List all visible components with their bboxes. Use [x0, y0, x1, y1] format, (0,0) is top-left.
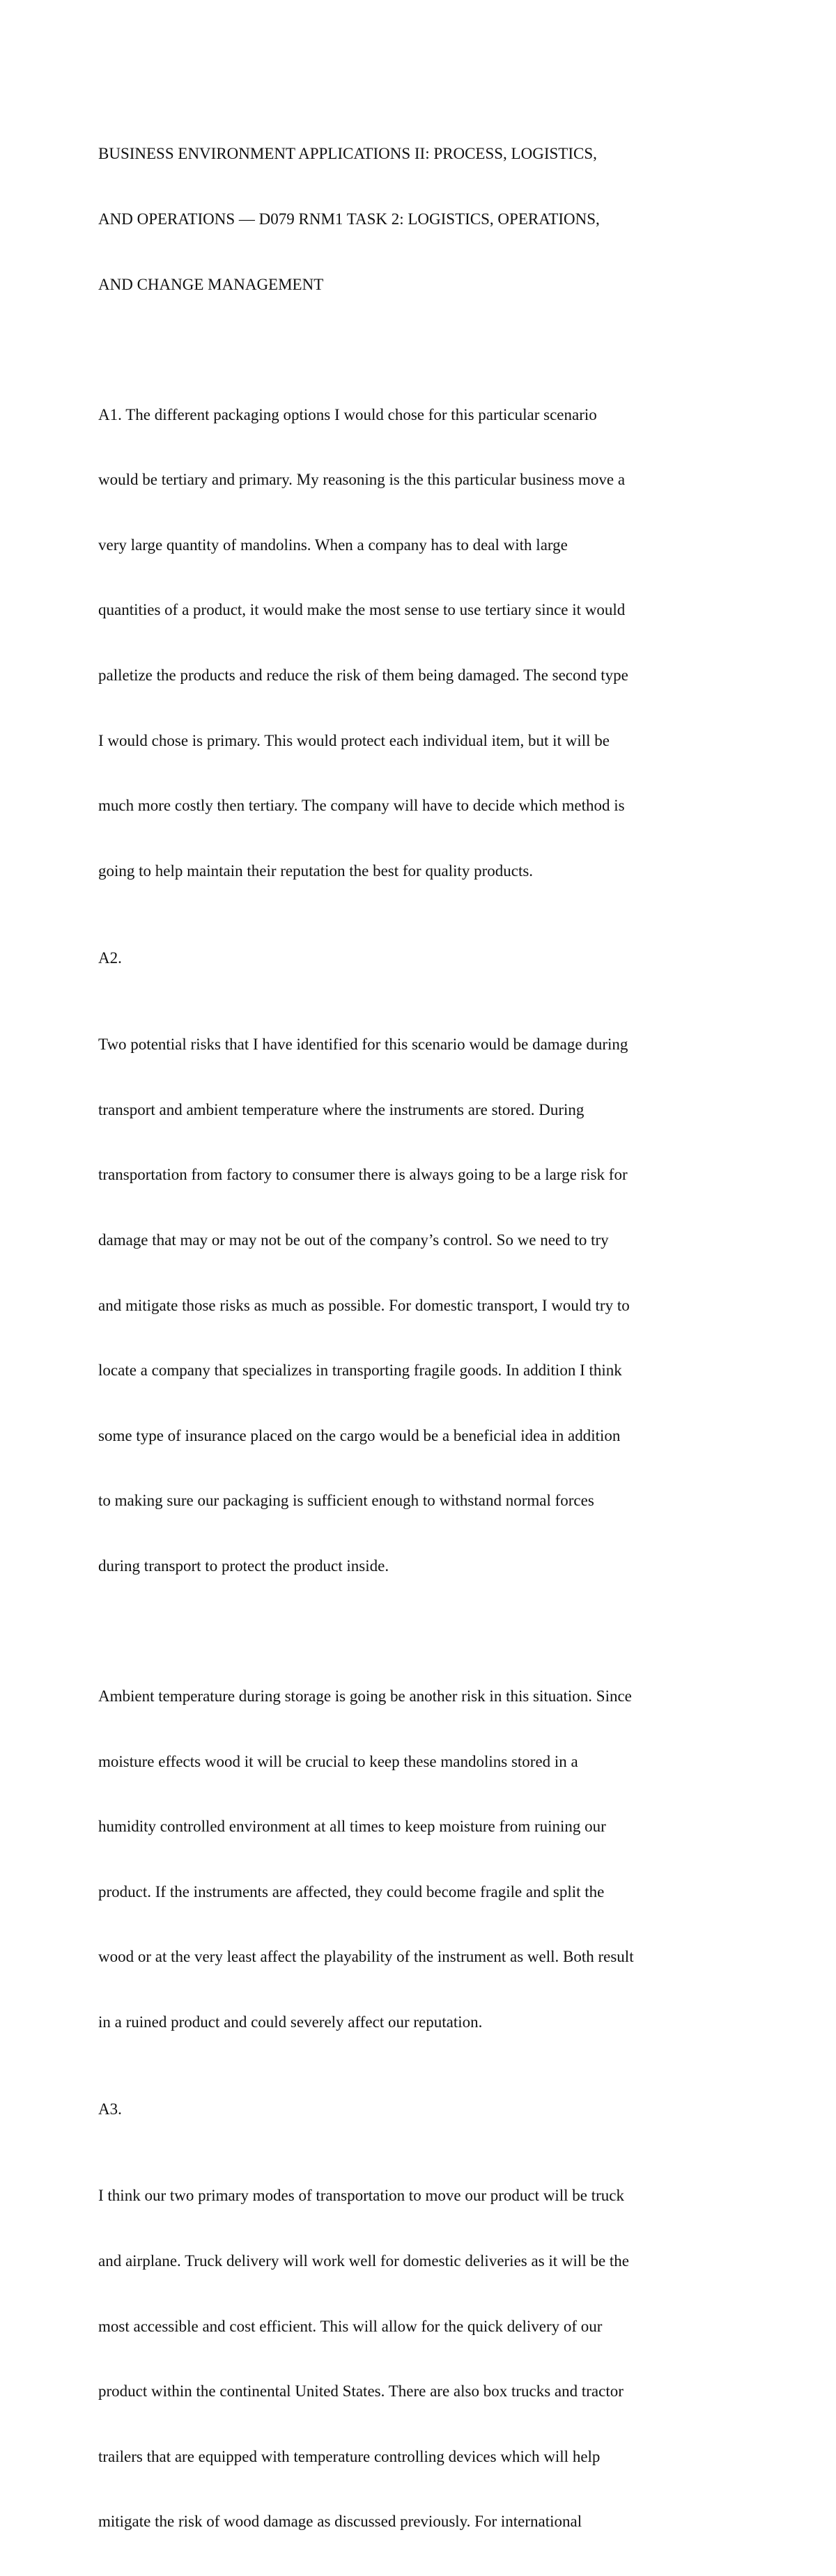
- text-line: product within the continental United States. There are also box trucks and tractor: [98, 2382, 624, 2401]
- section-a2-heading: A2.: [98, 949, 122, 967]
- title-line: AND OPERATIONS — D079 RNM1 TASK 2: LOGISTICS, OPERATIONS,: [98, 210, 600, 228]
- text-line: A1. The different packaging options I would chose for this particular scenario: [98, 405, 597, 423]
- text-line: much more costly then tertiary. The company will have to decide which method is: [98, 797, 625, 815]
- text-line: palletize the products and reduce the risk of them being damaged. The second type: [98, 666, 628, 685]
- text-line: I think our two primary modes of transportation to move our product will be truck: [98, 2187, 625, 2205]
- text-line: to making sure our packaging is sufficient enough to withstand normal forces: [98, 1492, 594, 1510]
- text-line: transport and ambient temperature where the instruments are stored. During: [98, 1100, 585, 1118]
- text-line: and mitigate those risks as much as possible. For domestic transport, I would try to: [98, 1296, 630, 1314]
- text-line: Ambient temperature during storage is going be another risk in this situation. Since: [98, 1687, 632, 1705]
- text-line: I would chose is primary. This would protect each individual item, but it will be: [98, 731, 610, 749]
- text-line: most accessible and cost efficient. This will allow for the quick delivery of our: [98, 2317, 603, 2335]
- text-line: humidity controlled environment at all times to keep moisture from ruining our: [98, 1818, 606, 1836]
- title-line: AND CHANGE MANAGEMENT: [98, 275, 324, 293]
- text-line: and airplane. Truck delivery will work well for domestic deliveries as it will be the: [98, 2251, 630, 2270]
- document-title: [98, 100, 750, 338]
- section-a1-paragraph: [98, 360, 750, 925]
- text-line: locate a company that specializes in transporting fragile goods. In addition I think: [98, 1361, 622, 1380]
- text-line: very large quantity of mandolins. When a company has to deal with large: [98, 536, 568, 554]
- text-line: would be tertiary and primary. My reasoning is the this particular business move a: [98, 471, 626, 489]
- text-line: during transport to protect the product inside.: [98, 1557, 389, 1575]
- section-a3-heading: A3.: [98, 2100, 122, 2118]
- title-line: BUSINESS ENVIRONMENT APPLICATIONS II: PROCESS, LOGISTICS,: [98, 145, 597, 163]
- text-line: damage that may or may not be out of the company’s control. So we need to try: [98, 1231, 609, 1249]
- text-line: Two potential risks that I have identified for this scenario would be damage during: [98, 1036, 628, 1054]
- text-line: some type of insurance placed on the cargo would be a beneficial idea in addition: [98, 1426, 621, 1444]
- text-line: transportation from factory to consumer there is always going to be a large risk for: [98, 1166, 628, 1184]
- text-line: going to help maintain their reputation the best for quality products.: [98, 861, 534, 880]
- section-a2-paragraph-1: [98, 990, 750, 1621]
- section-a2-paragraph-2: [98, 1642, 750, 2077]
- text-line: trailers that are equipped with temperature controlling devices which will help: [98, 2447, 601, 2465]
- text-line: mitigate the risk of wood damage as discussed previously. For international: [98, 2513, 582, 2531]
- text-line: wood or at the very least affect the playability of the instrument as well. Both result: [98, 1948, 634, 1966]
- document-body: [98, 100, 750, 2576]
- text-line: quantities of a product, it would make the most sense to use tertiary since it would: [98, 601, 626, 619]
- text-line: moisture effects wood it will be crucial to keep these mandolins stored in a: [98, 1752, 578, 1770]
- section-a3-paragraph-1: [98, 2141, 750, 2576]
- text-line: product. If the instruments are affected, they could become fragile and split the: [98, 1882, 605, 1900]
- text-line: in a ruined product and could severely affect our reputation.: [98, 2013, 483, 2031]
